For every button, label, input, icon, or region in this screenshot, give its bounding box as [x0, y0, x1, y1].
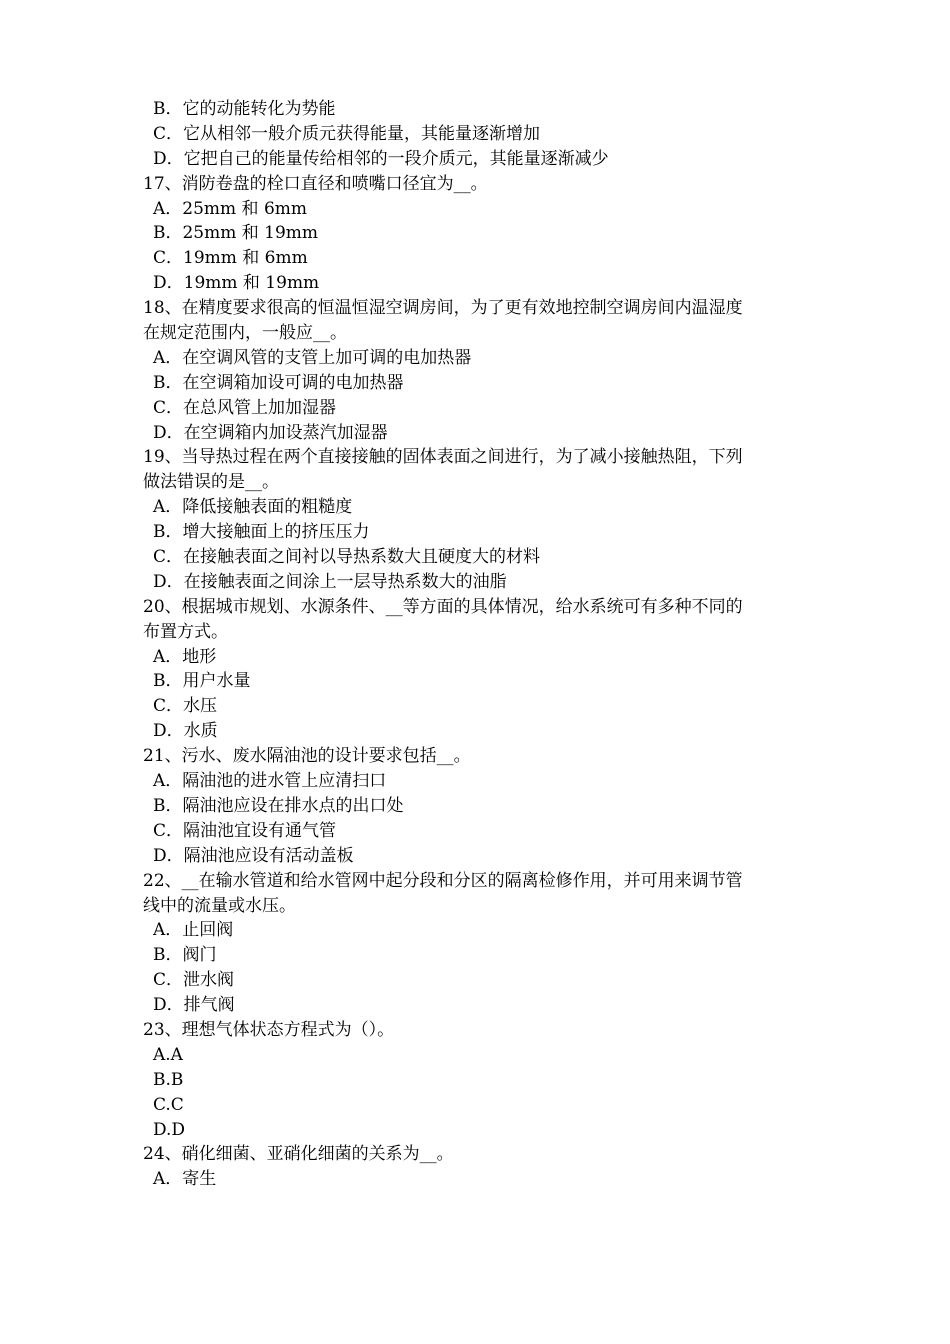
answer-option: B．用户水量: [153, 671, 251, 692]
answer-option: D．它把自己的能量传给相邻的一段介质元，其能量逐渐减少: [153, 148, 609, 169]
answer-option: A．止回阀: [153, 920, 234, 941]
answer-option: A．在空调风管的支管上加可调的电加热器: [153, 347, 472, 368]
answer-option: D．隔油池应设有活动盖板: [153, 845, 354, 866]
answer-option: D.D: [153, 1119, 186, 1140]
question-text: 20、根据城市规划、水源条件、__等方面的具体情况，给水系统可有多种不同的: [143, 596, 743, 617]
answer-option: D．排气阀: [153, 995, 235, 1016]
question-list: [143, 97, 823, 1192]
answer-option: C．它从相邻一般介质元获得能量，其能量逐渐增加: [153, 123, 541, 144]
answer-option: C.C: [153, 1094, 184, 1115]
answer-option: D．在空调箱内加设蒸汽加湿器: [153, 422, 388, 443]
answer-option: B．阀门: [153, 945, 217, 966]
question-text: 21、污水、废水隔油池的设计要求包括__。: [143, 746, 471, 767]
answer-option: D．水质: [153, 721, 218, 742]
answer-option: B．它的动能转化为势能: [153, 99, 336, 119]
answer-option: A．地形: [153, 646, 217, 667]
answer-option: B.B: [153, 1069, 184, 1090]
question-text: 布置方式。: [143, 621, 228, 642]
answer-option: C．19mm 和 6mm: [153, 248, 308, 269]
answer-option: C．水压: [153, 696, 218, 717]
question-text: 18、在精度要求很高的恒温恒湿空调房间，为了更有效地控制空调房间内温湿度: [143, 298, 743, 319]
answer-option: B．隔油池应设在排水点的出口处: [153, 795, 404, 816]
answer-option: C．隔油池宜设有通气管: [153, 820, 337, 841]
question-text: 17、消防卷盘的栓口直径和喷嘴口径宜为__。: [143, 173, 488, 194]
question-text: 做法错误的是__。: [143, 472, 279, 493]
answer-option: C．泄水阀: [153, 970, 235, 991]
answer-option: A．25mm 和 6mm: [153, 198, 308, 219]
answer-option: A.A: [153, 1044, 183, 1065]
question-text: 23、理想气体状态方程式为（）。: [143, 1019, 395, 1040]
question-text: 线中的流量或水压。: [143, 895, 296, 916]
question-text: 在规定范围内，一般应__。: [143, 323, 347, 344]
answer-option: B．在空调箱加设可调的电加热器: [153, 372, 404, 393]
question-text: 24、硝化细菌、亚硝化细菌的关系为__。: [143, 1144, 454, 1165]
answer-option: A．寄生: [153, 1169, 217, 1190]
answer-option: B．25mm 和 19mm: [153, 223, 319, 244]
answer-option: B．增大接触面上的挤压压力: [153, 522, 370, 543]
question-text: 19、当导热过程在两个直接接触的固体表面之间进行，为了减小接触热阻，下列: [143, 447, 743, 468]
answer-option: A．隔油池的进水管上应清扫口: [153, 771, 387, 792]
question-text: 22、__在输水管道和给水管网中起分段和分区的隔离检修作用，并可用来调节管: [143, 870, 743, 891]
answer-option: C．在接触表面之间衬以导热系数大且硬度大的材料: [153, 547, 541, 568]
answer-option: D．在接触表面之间涂上一层导热系数大的油脂: [153, 571, 507, 592]
answer-option: C．在总风管上加加湿器: [153, 397, 337, 418]
answer-option: D．19mm 和 19mm: [153, 273, 320, 294]
answer-option: A．降低接触表面的粗糙度: [153, 497, 353, 518]
